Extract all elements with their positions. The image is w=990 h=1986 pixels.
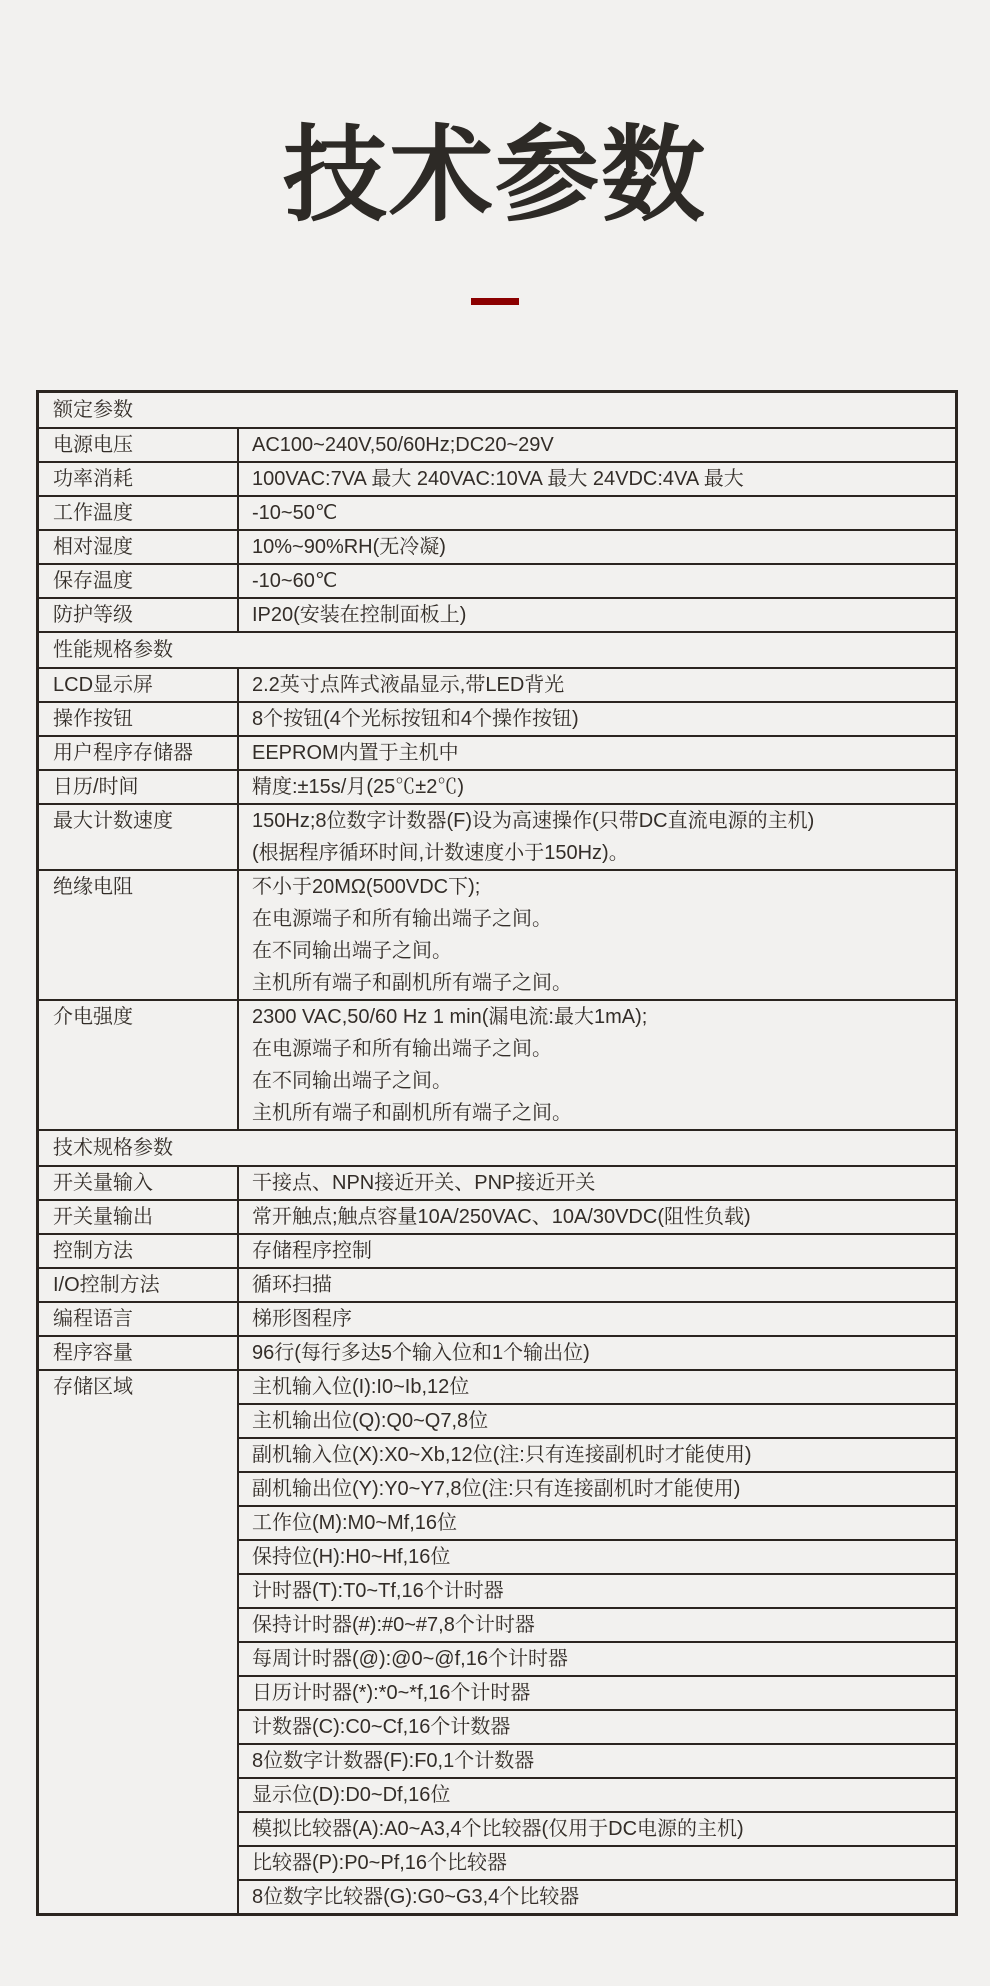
memory-area-subrow: 副机输出位(Y):Y0~Y7,8位(注:只有连接副机时才能使用) <box>239 1473 955 1507</box>
spec-value-line: 循环扫描 <box>252 1274 332 1296</box>
spec-row <box>39 531 955 565</box>
spec-label: I/O控制方法 <box>39 1269 239 1301</box>
spec-value-line: AC100~240V,50/60Hz;DC20~29V <box>252 434 554 456</box>
spec-value <box>239 1269 955 1301</box>
spec-label: 存储区域 <box>39 1371 239 1913</box>
spec-label: 操作按钮 <box>39 703 239 735</box>
spec-row <box>39 463 955 497</box>
spec-value <box>239 703 955 735</box>
spec-value-line: 在不同输出端子之间。 <box>252 1070 452 1092</box>
spec-value-line: 2.2英寸点阵式液晶显示,带LED背光 <box>252 674 565 696</box>
spec-row <box>39 669 955 703</box>
section-header-row: 性能规格参数 <box>39 633 955 669</box>
spec-value <box>239 1201 955 1233</box>
spec-value-line: 150Hz;8位数字计数器(F)设为高速操作(只带DC直流电源的主机) <box>252 810 815 832</box>
spec-row <box>39 1269 955 1303</box>
spec-row <box>39 871 955 1001</box>
memory-area-subrow: 8位数字比较器(G):G0~G3,4个比较器 <box>252 1886 580 1908</box>
spec-value-line: 在不同输出端子之间。 <box>252 940 452 962</box>
spec-row <box>39 1303 955 1337</box>
spec-value-line: 不小于20MΩ(500VDC下); <box>252 876 481 898</box>
memory-area-subrow: 8位数字计数器(F):F0,1个计数器 <box>239 1745 955 1779</box>
spec-value-line: 96行(每行多达5个输入位和1个输出位) <box>252 1342 590 1364</box>
spec-row <box>39 497 955 531</box>
section-header-row: 技术规格参数 <box>39 1131 955 1167</box>
memory-area-subrow: 模拟比较器(A):A0~A3,4个比较器(仅用于DC电源的主机) <box>239 1813 955 1847</box>
spec-value-line: 主机所有端子和副机所有端子之间。 <box>252 972 572 994</box>
page-title: 技术参数 <box>282 118 707 234</box>
spec-value-line: -10~60℃ <box>252 570 338 592</box>
memory-area-subrow: 每周计时器(@):@0~@f,16个计时器 <box>239 1643 955 1677</box>
spec-label: 防护等级 <box>39 599 239 631</box>
spec-row <box>39 1201 955 1235</box>
spec-value-line: 精度:±15s/月(25℃±2℃) <box>252 776 465 798</box>
spec-row <box>39 1337 955 1371</box>
spec-value-line: 100VAC:7VA 最大 240VAC:10VA 最大 24VDC:4VA 最大 <box>252 468 744 490</box>
spec-label: 最大计数速度 <box>39 805 239 869</box>
spec-row <box>39 737 955 771</box>
spec-value <box>239 1001 955 1129</box>
spec-label: 相对湿度 <box>39 531 239 563</box>
spec-value <box>239 871 955 999</box>
spec-value-line: 梯形图程序 <box>252 1308 352 1330</box>
section-header-row: 额定参数 <box>39 393 955 429</box>
memory-area-subrow: 显示位(D):D0~Df,16位 <box>239 1779 955 1813</box>
spec-value <box>239 463 955 495</box>
spec-label: 用户程序存储器 <box>39 737 239 769</box>
spec-value <box>239 1371 955 1913</box>
spec-value <box>239 1303 955 1335</box>
memory-area-subrow: 计数器(C):C0~Cf,16个计数器 <box>239 1711 955 1745</box>
spec-label: 保存温度 <box>39 565 239 597</box>
spec-value <box>239 599 955 631</box>
spec-label: 控制方法 <box>39 1235 239 1267</box>
spec-row <box>39 565 955 599</box>
spec-table <box>36 390 958 1916</box>
memory-area-subrow: 副机输入位(X):X0~Xb,12位(注:只有连接副机时才能使用) <box>239 1439 955 1473</box>
spec-value-line: IP20(安装在控制面板上) <box>252 604 467 626</box>
spec-value <box>239 669 955 701</box>
spec-value-line: 在电源端子和所有输出端子之间。 <box>252 908 552 930</box>
memory-area-subrow: 主机输出位(Q):Q0~Q7,8位 <box>239 1405 955 1439</box>
spec-row <box>39 1235 955 1269</box>
spec-value-line: -10~50℃ <box>252 502 338 524</box>
spec-value <box>239 771 955 803</box>
spec-value <box>239 805 955 869</box>
memory-area-subrow: 日历计时器(*):*0~*f,16个计时器 <box>239 1677 955 1711</box>
spec-row <box>39 1001 955 1131</box>
memory-area-subrow: 主机输入位(I):I0~Ib,12位 <box>239 1371 955 1405</box>
memory-area-subrow: 保持位(H):H0~Hf,16位 <box>239 1541 955 1575</box>
spec-row <box>39 429 955 463</box>
spec-row <box>39 771 955 805</box>
spec-value-line: 2300 VAC,50/60 Hz 1 min(漏电流:最大1mA); <box>252 1006 648 1028</box>
spec-value-line: 常开触点;触点容量10A/250VAC、10A/30VDC(阻性负载) <box>252 1206 751 1228</box>
spec-label: 开关量输出 <box>39 1201 239 1233</box>
spec-value-line: 干接点、NPN接近开关、PNP接近开关 <box>252 1172 596 1194</box>
memory-area-subrow: 保持计时器(#):#0~#7,8个计时器 <box>239 1609 955 1643</box>
spec-row <box>39 805 955 871</box>
spec-value-line: (根据程序循环时间,计数速度小于150Hz)。 <box>252 842 629 864</box>
spec-row <box>39 599 955 633</box>
memory-area-subrow: 比较器(P):P0~Pf,16个比较器 <box>239 1847 955 1881</box>
spec-value-line: 10%~90%RH(无冷凝) <box>252 536 446 558</box>
spec-label: 开关量输入 <box>39 1167 239 1199</box>
spec-value <box>239 565 955 597</box>
spec-value-line: 在电源端子和所有输出端子之间。 <box>252 1038 552 1060</box>
spec-value-line: 存储程序控制 <box>252 1240 372 1262</box>
title-underline-dash <box>471 298 519 305</box>
spec-value-line: 8个按钮(4个光标按钮和4个操作按钮) <box>252 708 579 730</box>
spec-value <box>239 1235 955 1267</box>
spec-label: 绝缘电阻 <box>39 871 239 999</box>
spec-label: 介电强度 <box>39 1001 239 1129</box>
spec-label: 日历/时间 <box>39 771 239 803</box>
spec-value <box>239 1167 955 1199</box>
spec-label: 电源电压 <box>39 429 239 461</box>
memory-area-subrow: 计时器(T):T0~Tf,16个计时器 <box>239 1575 955 1609</box>
spec-value <box>239 531 955 563</box>
spec-value <box>239 737 955 769</box>
spec-row <box>39 1167 955 1201</box>
spec-value-line: EEPROM内置于主机中 <box>252 742 459 764</box>
spec-value-line: 主机所有端子和副机所有端子之间。 <box>252 1102 572 1124</box>
memory-area-subrow: 工作位(M):M0~Mf,16位 <box>239 1507 955 1541</box>
spec-label: 程序容量 <box>39 1337 239 1369</box>
spec-value <box>239 1337 955 1369</box>
spec-label: 工作温度 <box>39 497 239 529</box>
spec-label: 功率消耗 <box>39 463 239 495</box>
spec-row <box>39 703 955 737</box>
spec-value <box>239 429 955 461</box>
spec-row <box>39 1371 955 1913</box>
spec-label: LCD显示屏 <box>39 669 239 701</box>
spec-value <box>239 497 955 529</box>
spec-label: 编程语言 <box>39 1303 239 1335</box>
